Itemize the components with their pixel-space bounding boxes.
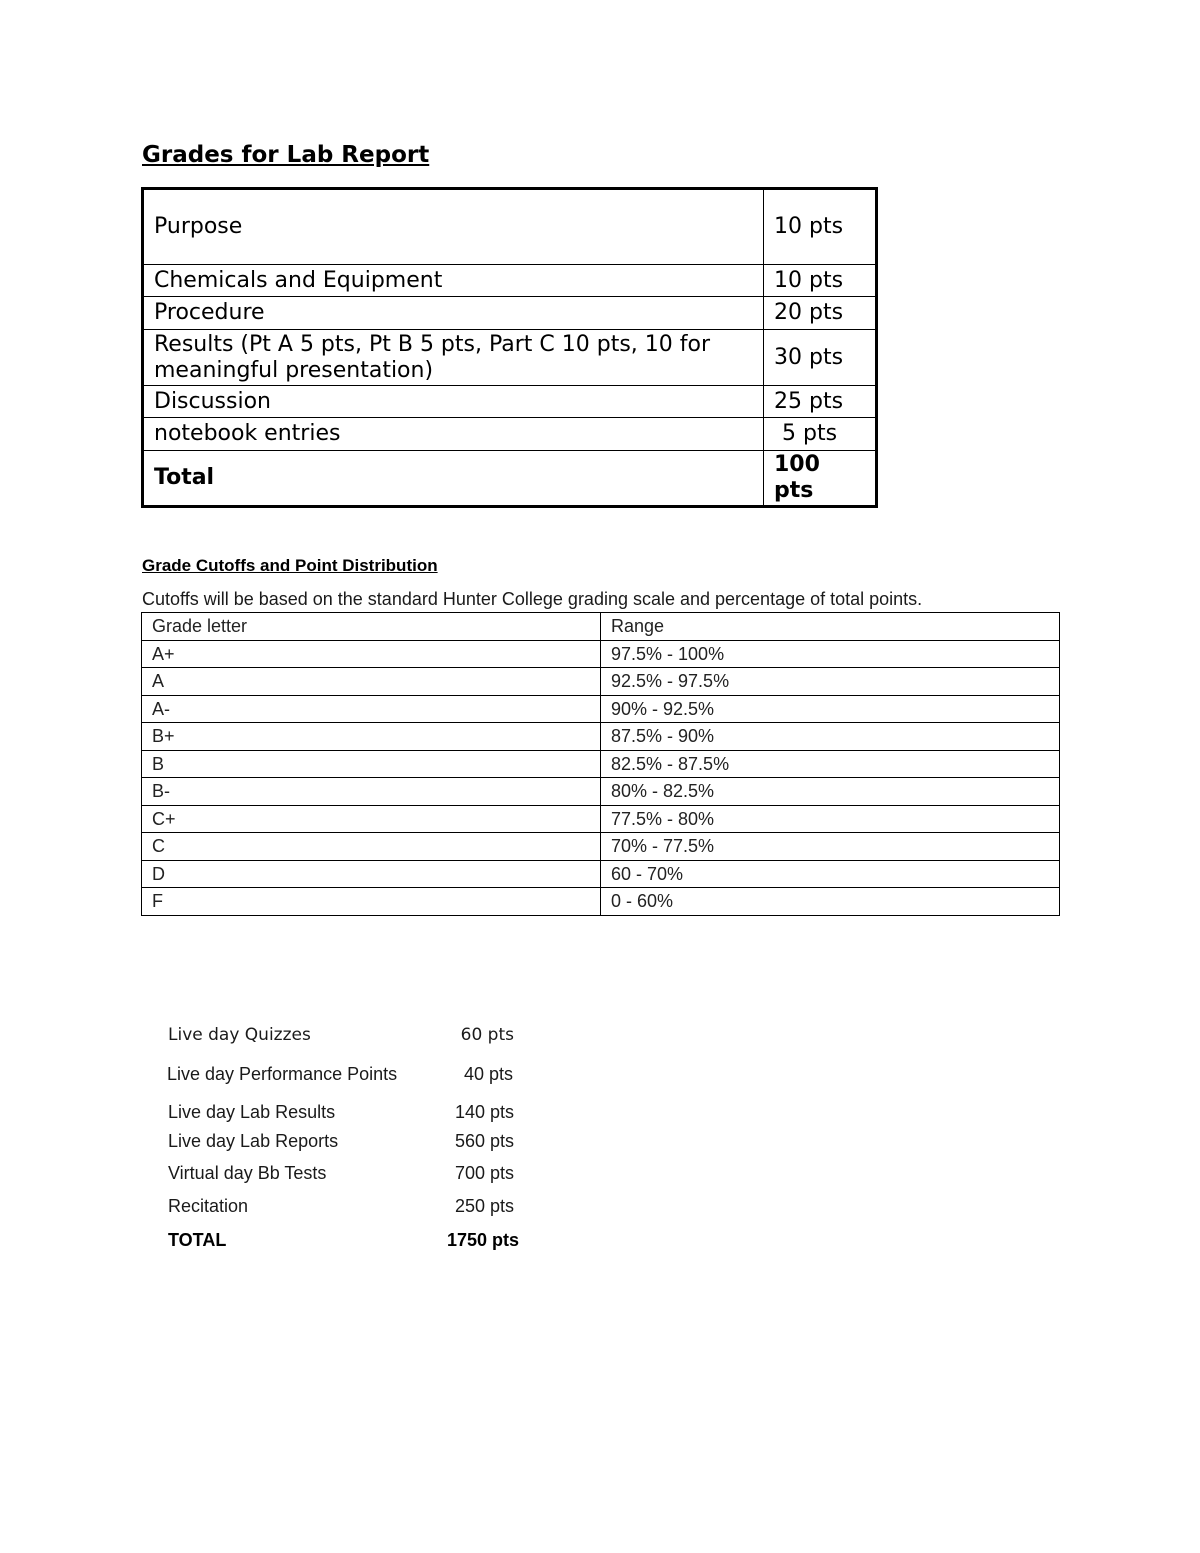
grade-letter: A- [142, 695, 601, 723]
table-row [142, 778, 1060, 806]
summary-item-label: Virtual day Bb Tests [168, 1163, 327, 1183]
table-row [142, 805, 1060, 833]
grade-letter: B [142, 750, 601, 778]
list-item [168, 1128, 528, 1154]
lab-report-rubric-table [141, 187, 878, 508]
grade-letter: F [142, 888, 601, 916]
rubric-item-points: 10 pts [764, 265, 877, 297]
grade-range: 70% - 77.5% [601, 833, 1060, 861]
grade-letter: A+ [142, 640, 601, 668]
list-item [168, 1099, 528, 1125]
grade-letter: D [142, 860, 601, 888]
table-row [142, 833, 1060, 861]
summary-item-label: Live day Lab Results [168, 1102, 336, 1122]
cutoffs-description: Cutoffs will be based on the standard Hunter College grading scale and percentage of total points. [142, 589, 923, 609]
summary-total-points: 1750 pts [446, 1230, 519, 1250]
table-row [142, 723, 1060, 751]
rubric-item-label: Chemicals and Equipment [143, 265, 764, 297]
rubric-total-points: 100 pts [764, 451, 877, 507]
rubric-item-label: Results (Pt A 5 pts, Pt B 5 pts, Part C 10 pts, 10 for meaningful presentation) [143, 330, 764, 386]
grade-letter: B+ [142, 723, 601, 751]
page-title: Grades for Lab Report [142, 142, 430, 168]
summary-item-label: Live day Quizzes [168, 1025, 311, 1045]
grade-range: 92.5% - 97.5% [601, 668, 1060, 696]
table-row [143, 386, 877, 418]
grade-range: 0 - 60% [601, 888, 1060, 916]
grade-letter: C [142, 833, 601, 861]
table-row [142, 750, 1060, 778]
summary-total-row [168, 1227, 528, 1253]
grade-letter: A [142, 668, 601, 696]
table-row [143, 330, 877, 386]
summary-item-points: 250 pts [454, 1196, 514, 1216]
summary-item-points: 60 pts [460, 1025, 514, 1045]
grade-range: 97.5% - 100% [601, 640, 1060, 668]
grade-range: 87.5% - 90% [601, 723, 1060, 751]
rubric-item-points: 30 pts [764, 330, 877, 386]
summary-total-label: TOTAL [168, 1230, 227, 1250]
grade-range: 60 - 70% [601, 860, 1060, 888]
list-item [168, 1193, 528, 1219]
list-item [167, 1061, 527, 1087]
grade-range: 77.5% - 80% [601, 805, 1060, 833]
list-item [168, 1160, 528, 1186]
table-row [142, 640, 1060, 668]
rubric-item-points: 20 pts [764, 297, 877, 330]
table-row [143, 418, 877, 451]
table-row [142, 860, 1060, 888]
summary-item-points: 40 pts [463, 1064, 513, 1084]
grade-cutoffs-table [141, 612, 1060, 916]
rubric-item-label: Discussion [143, 386, 764, 418]
grade-letter: B- [142, 778, 601, 806]
summary-item-points: 700 pts [454, 1163, 514, 1183]
rubric-item-points: 25 pts [764, 386, 877, 418]
cutoffs-heading: Grade Cutoffs and Point Distribution [142, 556, 438, 575]
table-row [142, 668, 1060, 696]
table-row [143, 265, 877, 297]
summary-item-label: Live day Lab Reports [168, 1131, 339, 1151]
list-item [168, 1022, 528, 1048]
table-row [143, 297, 877, 330]
column-header-grade: Grade letter [142, 613, 601, 641]
rubric-item-label: notebook entries [143, 418, 764, 451]
rubric-item-label: Procedure [143, 297, 764, 330]
summary-item-label: Live day Performance Points [167, 1064, 398, 1084]
rubric-item-label: Purpose [143, 189, 764, 265]
grade-range: 90% - 92.5% [601, 695, 1060, 723]
grade-letter: C+ [142, 805, 601, 833]
grade-range: 80% - 82.5% [601, 778, 1060, 806]
table-row [142, 888, 1060, 916]
table-row-total [143, 451, 877, 507]
table-header-row [142, 613, 1060, 641]
column-header-range: Range [601, 613, 1060, 641]
rubric-total-label: Total [143, 451, 764, 507]
rubric-item-points: 5 pts [764, 418, 877, 451]
summary-item-points: 560 pts [454, 1131, 514, 1151]
summary-item-points: 140 pts [454, 1102, 514, 1122]
table-row [143, 189, 877, 265]
grade-range: 82.5% - 87.5% [601, 750, 1060, 778]
summary-item-label: Recitation [168, 1196, 249, 1216]
rubric-item-points: 10 pts [764, 189, 877, 265]
table-row [142, 695, 1060, 723]
